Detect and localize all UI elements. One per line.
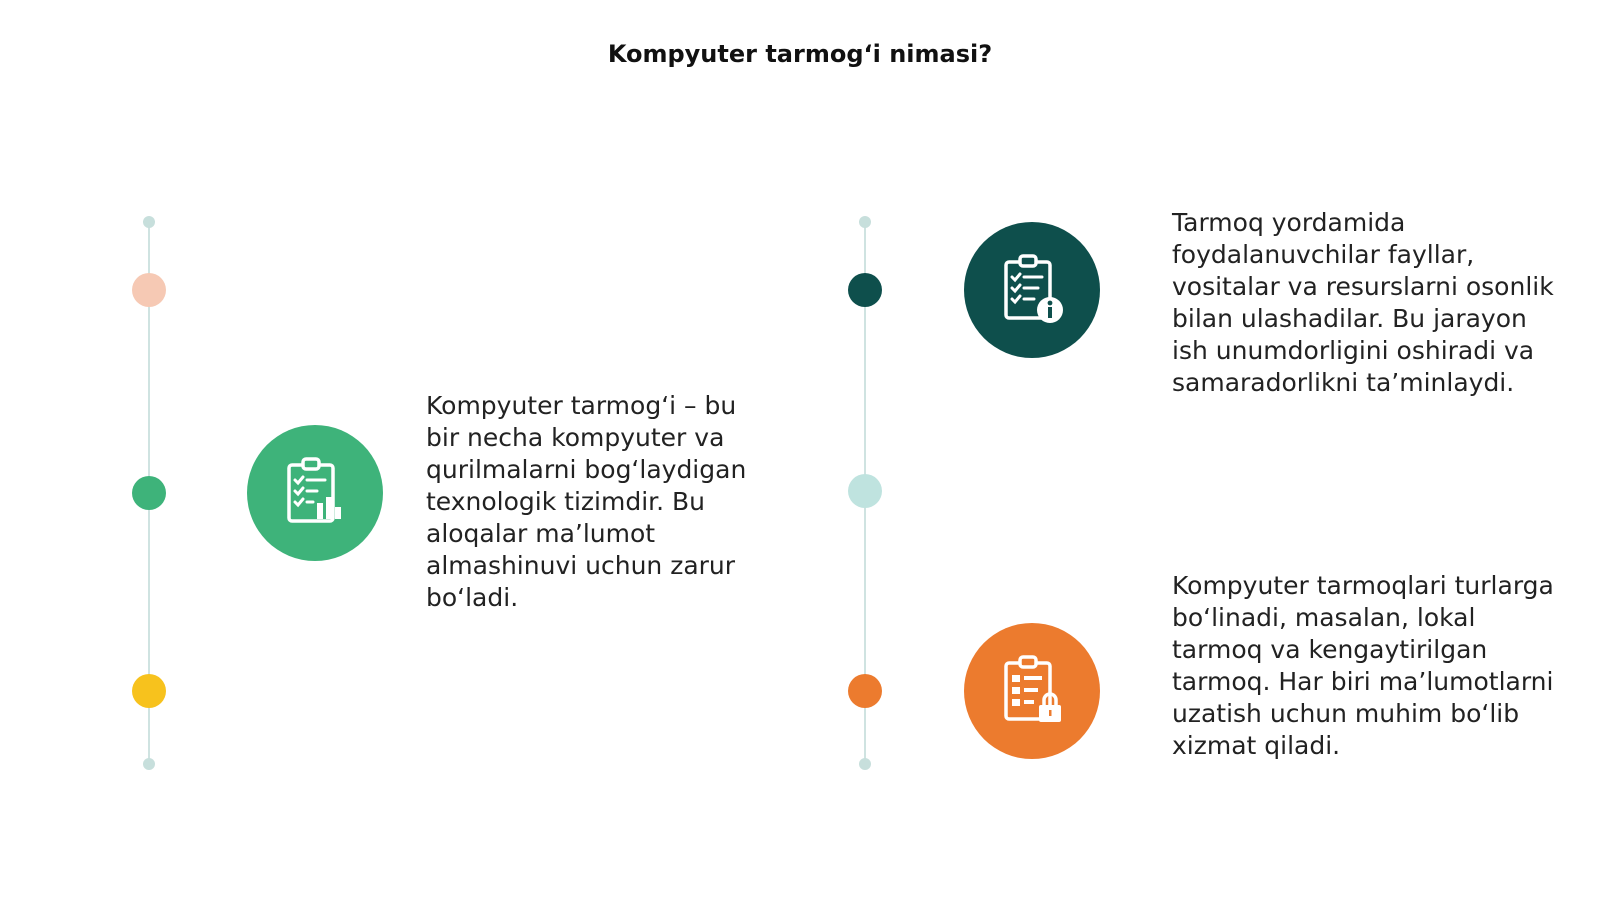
left-card-text: Kompyuter tarmog‘i – bu bir necha kompyuter va qurilmalarni bog‘laydigan texnologik tizimdir. Bu aloqalar ma’lumot almashinuvi uchun zarur bo‘ladi.	[426, 391, 747, 612]
clipboard-lock-icon	[964, 623, 1100, 759]
left-timeline-start-dot	[143, 216, 155, 228]
right-timeline-end-dot	[859, 758, 871, 770]
left-timeline-end-dot	[143, 758, 155, 770]
left-timeline-node-2	[132, 476, 166, 510]
left-timeline-node-3	[132, 674, 166, 708]
right-timeline-node-1	[848, 273, 882, 307]
right-timeline-node-3	[848, 674, 882, 708]
clipboard-chart-icon	[247, 425, 383, 561]
right-card-1-text: Tarmoq yordamida foydalanuvchilar fayllar, vositalar va resurslarni osonlik bilan ulashadilar. Bu jarayon ish unumdorligini oshiradi va samaradorlikni ta’minlaydi.	[1172, 208, 1554, 397]
right-timeline-start-dot	[859, 216, 871, 228]
right-card-2-text: Kompyuter tarmoqlari turlarga bo‘linadi, masalan, lokal tarmoq va kengaytirilgan tarmoq. Har biri ma’lumotlarni uzatish uchun muhim bo‘lib xizmat qiladi.	[1172, 571, 1554, 760]
left-timeline-node-1	[132, 273, 166, 307]
clipboard-info-icon	[964, 222, 1100, 358]
page-title: Kompyuter tarmog‘i nimasi?	[607, 40, 993, 68]
right-timeline-node-2	[848, 474, 882, 508]
